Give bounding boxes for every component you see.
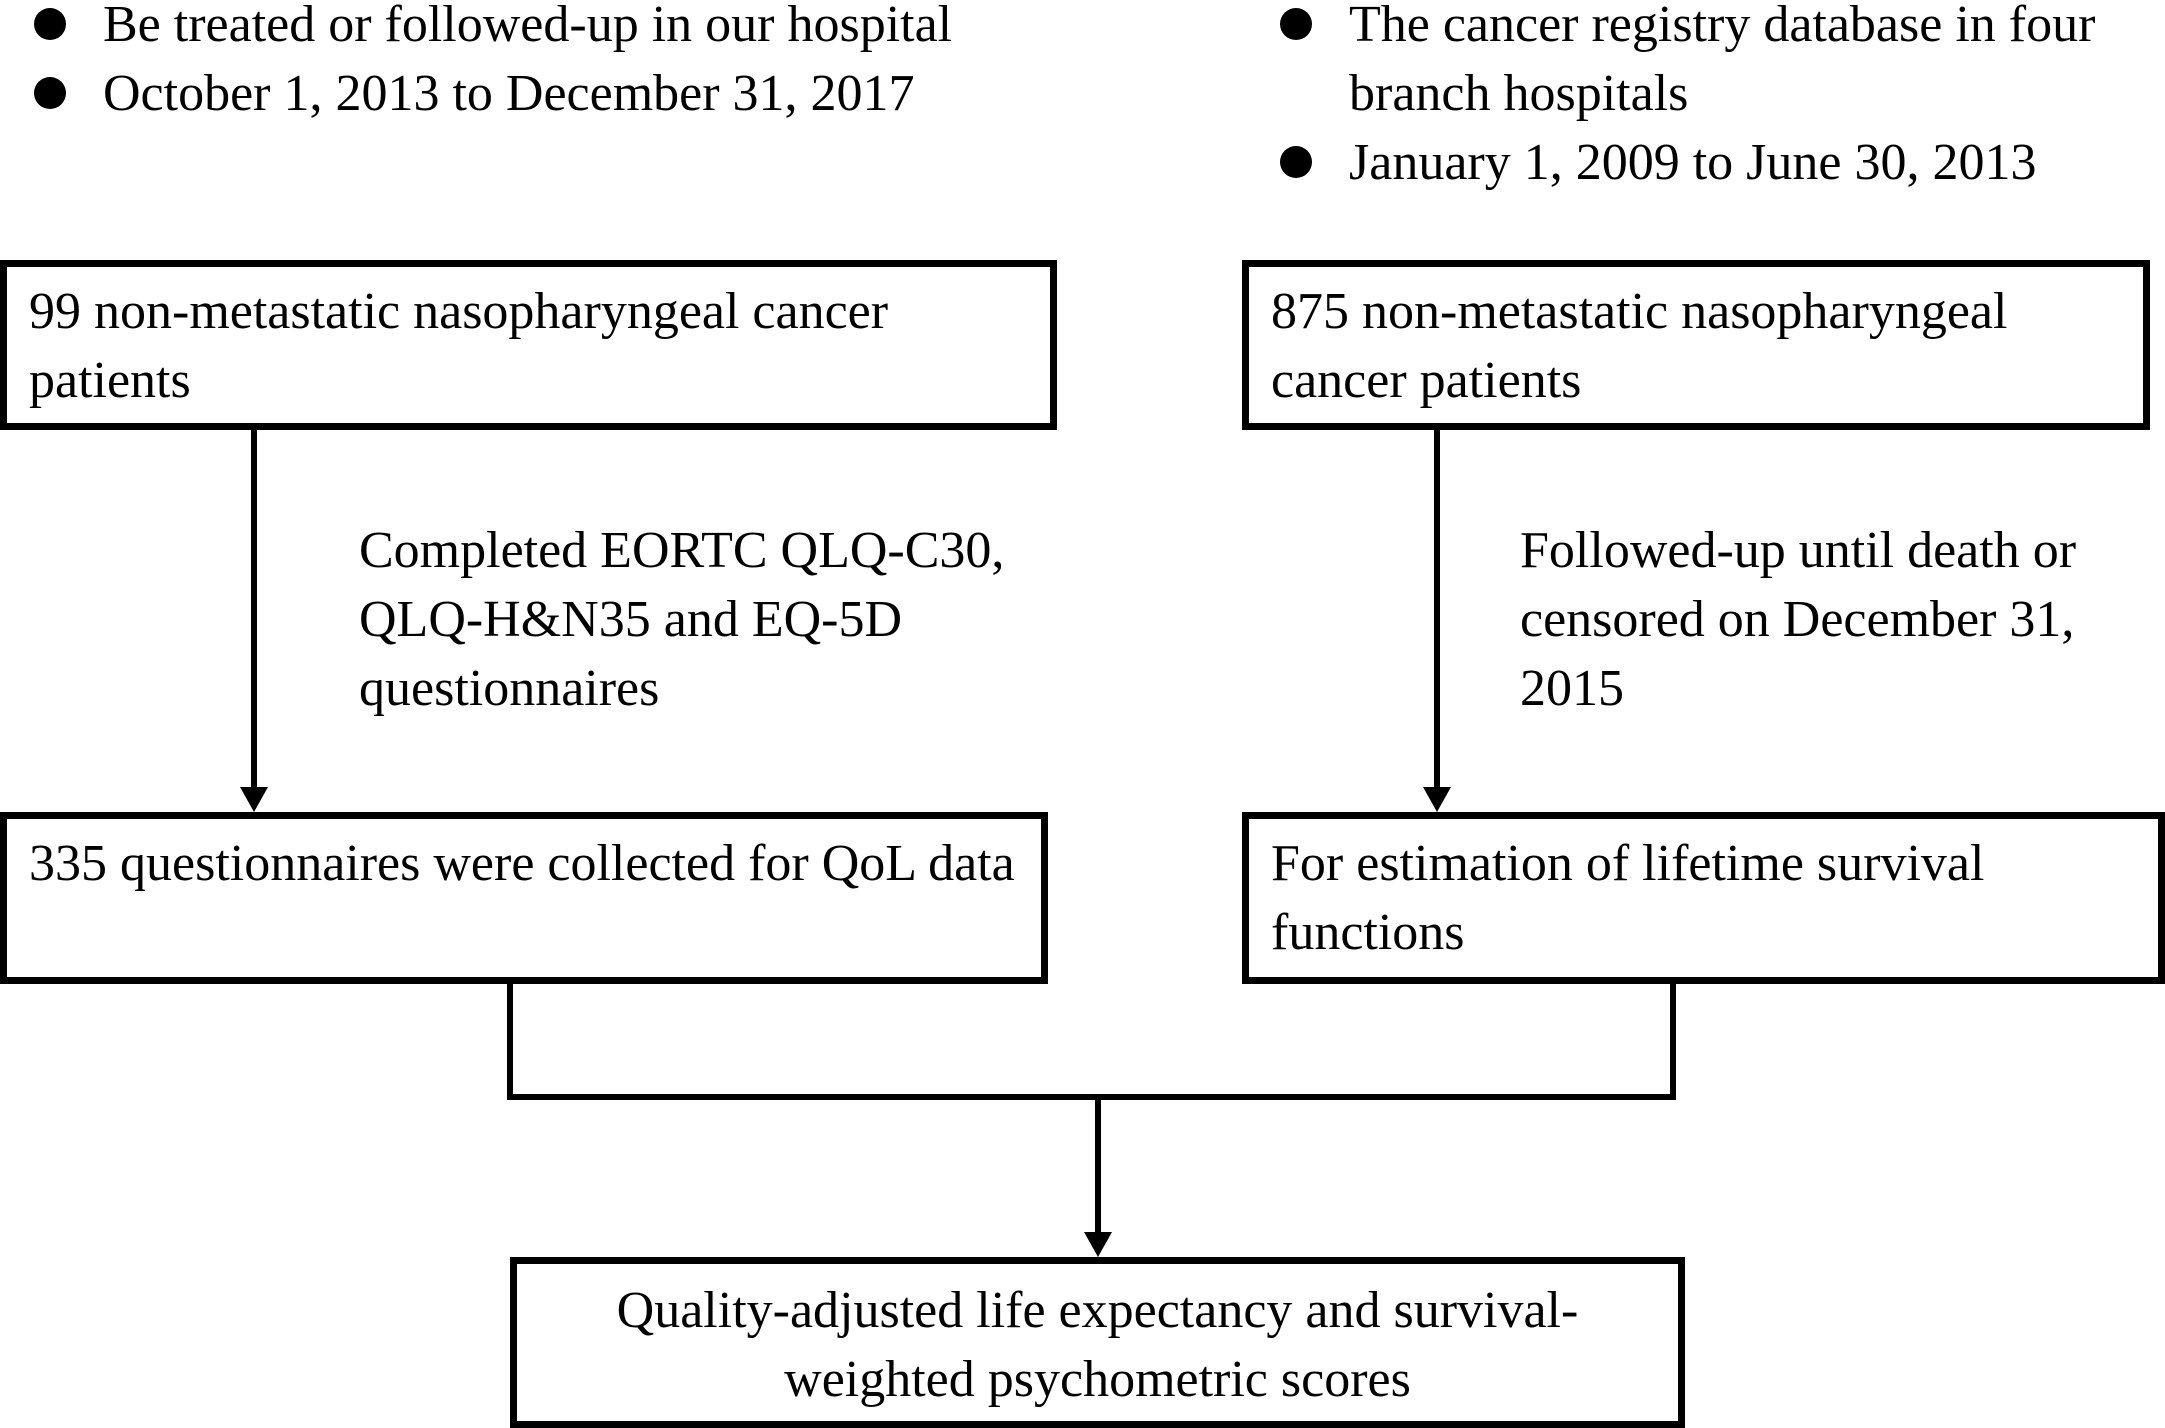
- right-result-text: For estimation of lifetime survival functions: [1271, 835, 1985, 961]
- right-cohort-box: [1242, 260, 2150, 430]
- left-criterion-item: [34, 59, 1034, 128]
- outcome-box: [510, 1257, 1685, 1428]
- arrowhead-left: [240, 787, 268, 812]
- left-criterion-item: [34, 0, 1034, 59]
- right-criterion-item: [1280, 0, 2160, 128]
- left-result-text: 335 questionnaires were collected for QoL data: [29, 835, 1015, 892]
- left-criterion-text: October 1, 2013 to December 31, 2017: [103, 65, 915, 122]
- outcome-text: Quality-adjusted life expectancy and survival-weighted psychometric scores: [616, 1282, 1579, 1408]
- right-cohort-text: 875 non-metastatic nasopharyngeal cancer patients: [1271, 283, 2008, 409]
- arrowhead-right: [1423, 787, 1451, 812]
- left-result-box: [0, 812, 1048, 984]
- left-cohort-text: 99 non-metastatic nasopharyngeal cancer patients: [29, 283, 889, 409]
- left-cohort-box: [0, 260, 1057, 430]
- right-criteria-list: [1280, 0, 2160, 197]
- left-criteria-list: [34, 0, 1034, 128]
- bullet-icon: [1280, 146, 1312, 178]
- bullet-icon: [34, 8, 66, 40]
- right-criterion-item: [1280, 128, 2160, 197]
- right-criterion-text: January 1, 2009 to June 30, 2013: [1349, 134, 2037, 191]
- left-criterion-text: Be treated or followed-up in our hospital: [103, 0, 953, 53]
- arrowhead-outcome: [1084, 1232, 1112, 1257]
- bullet-icon: [1280, 8, 1312, 40]
- right-result-box: [1242, 812, 2165, 984]
- right-criterion-text: The cancer registry database in four branch hospitals: [1349, 0, 2096, 122]
- left-step-note: Completed EORTC QLQ-C30, QLQ-H&N35 and EQ-5D questionnaires: [359, 522, 1005, 717]
- bullet-icon: [34, 77, 66, 109]
- right-step-note: Followed-up until death or censored on December 31, 2015: [1520, 522, 2077, 717]
